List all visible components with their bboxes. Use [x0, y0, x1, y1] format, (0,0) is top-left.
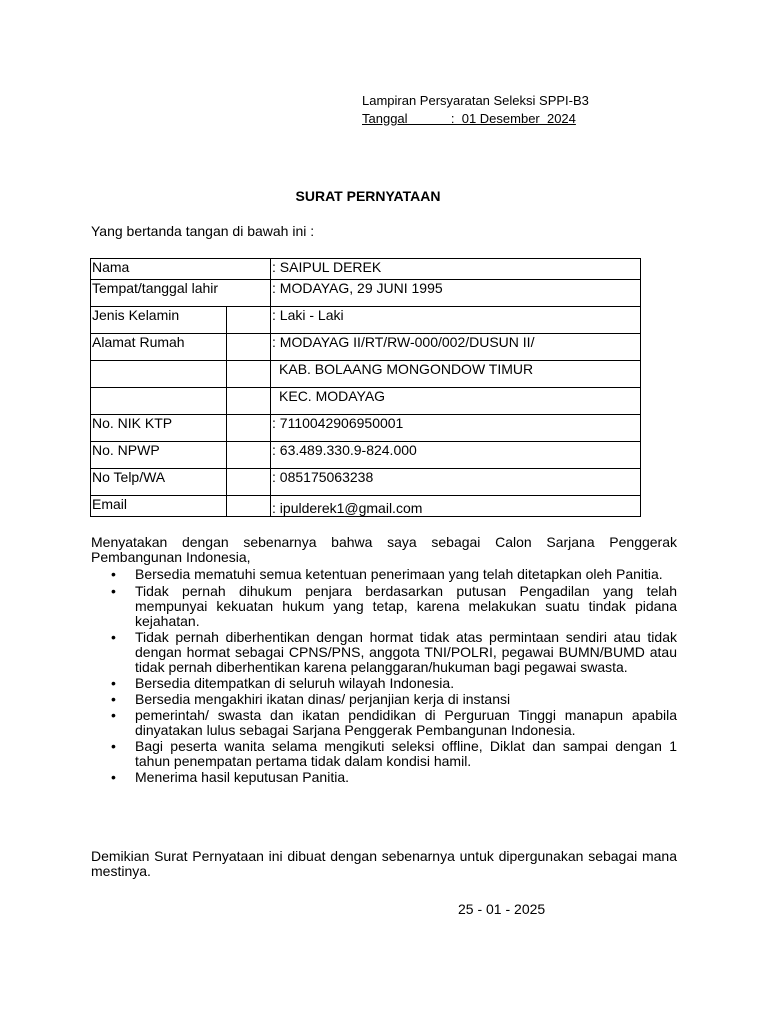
empty-cell — [227, 361, 271, 388]
table-row-phone — [91, 469, 641, 496]
name-label: Nama — [91, 259, 271, 280]
attachment-date: Tanggal : 01 Desember 2024 — [362, 111, 576, 126]
table-row-gender — [91, 307, 641, 334]
empty-cell — [227, 334, 271, 361]
empty-cell — [227, 469, 271, 496]
nik-value: : 7110042906950001 — [271, 415, 641, 442]
address-line1: : MODAYAG II/RT/RW-000/002/DUSUN II/ — [271, 334, 641, 361]
nik-label: No. NIK KTP — [91, 415, 227, 442]
closing-paragraph: Demikian Surat Pernyataan ini dibuat dengan sebenarnya untuk dipergunakan sebagai mana mestinya. — [91, 848, 677, 879]
address-line3: KEC. MODAYAG — [271, 388, 641, 415]
intro-text: Yang bertanda tangan di bawah ini : — [91, 223, 315, 239]
list-item: • Bagi peserta wanita selama mengikuti seleksi offline, Diklat dan sampai dengan 1 tahun penempatan pertama tidak dalam kondisi hamil. — [91, 739, 677, 769]
address-label: Alamat Rumah — [91, 334, 227, 361]
npwp-value: : 63.489.330.9-824.000 — [271, 442, 641, 469]
document-title: SURAT PERNYATAAN — [295, 188, 441, 204]
email-label: Email — [91, 496, 227, 517]
empty-cell — [227, 307, 271, 334]
identity-table — [90, 258, 641, 517]
list-item: • Bersedia ditempatkan di seluruh wilayah Indonesia. — [91, 676, 677, 691]
table-row-address-cont — [91, 361, 641, 388]
list-item: • pemerintah/ swasta dan ikatan pendidikan di Perguruan Tinggi manapun apabila dinyatakan lulus sebagai Sarjana Penggerak Pembangunan Indonesia. — [91, 708, 677, 738]
signature-date: 25 - 01 - 2025 — [458, 901, 546, 917]
list-item: • Menerima hasil keputusan Panitia. — [91, 770, 677, 785]
empty-cell — [227, 496, 271, 517]
table-row-address — [91, 334, 641, 361]
empty-cell — [227, 442, 271, 469]
list-item: • Bersedia mengakhiri ikatan dinas/ perjanjian kerja di instansi — [91, 692, 677, 707]
list-item: • Tidak pernah dihukum penjara berdasarkan putusan Pengadilan yang telah mempunyai kekuatan hukum yang tetap, karena melakukan suatu tindak pidana kejahatan. — [91, 584, 677, 629]
table-row-email — [91, 496, 641, 517]
table-row-name — [91, 259, 641, 280]
list-item: • Bersedia mematuhi semua ketentuan penerimaan yang telah ditetapkan oleh Panitia. — [91, 566, 677, 583]
empty-cell — [227, 388, 271, 415]
address-line2: KAB. BOLAANG MONGONDOW TIMUR — [271, 361, 641, 388]
phone-label: No Telp/WA — [91, 469, 227, 496]
attachment-title: Lampiran Persyaratan Seleksi SPPI-B3 — [362, 93, 589, 108]
empty-cell — [91, 361, 227, 388]
empty-cell — [91, 388, 227, 415]
table-row-address-cont — [91, 388, 641, 415]
list-item: • Tidak pernah diberhentikan dengan hormat tidak atas permintaan sendiri atau tidak dengan hormat sebagai CPNS/PNS, anggota TNI/POLRI, pegawai BUMN/BUMD atau tidak pernah diberhentikan karena pelanggaran/hukuman bagi pegawai swasta. — [91, 630, 677, 675]
name-value: : SAIPUL DEREK — [271, 259, 641, 280]
email-value: : ipulderek1@gmail.com — [271, 496, 641, 517]
gender-label: Jenis Kelamin — [91, 307, 227, 334]
phone-value: : 085175063238 — [271, 469, 641, 496]
birth-value: : MODAYAG, 29 JUNI 1995 — [271, 280, 641, 307]
npwp-label: No. NPWP — [91, 442, 227, 469]
statement-paragraph: Menyatakan dengan sebenarnya bahwa saya sebagai Calon Sarjana Penggerak Pembangunan Indonesia, — [91, 534, 677, 565]
table-row-nik — [91, 415, 641, 442]
table-row-birth — [91, 280, 641, 307]
gender-value: : Laki - Laki — [271, 307, 641, 334]
conditions-list — [91, 566, 677, 786]
table-row-npwp — [91, 442, 641, 469]
empty-cell — [227, 415, 271, 442]
birth-label: Tempat/tanggal lahir — [91, 280, 271, 307]
